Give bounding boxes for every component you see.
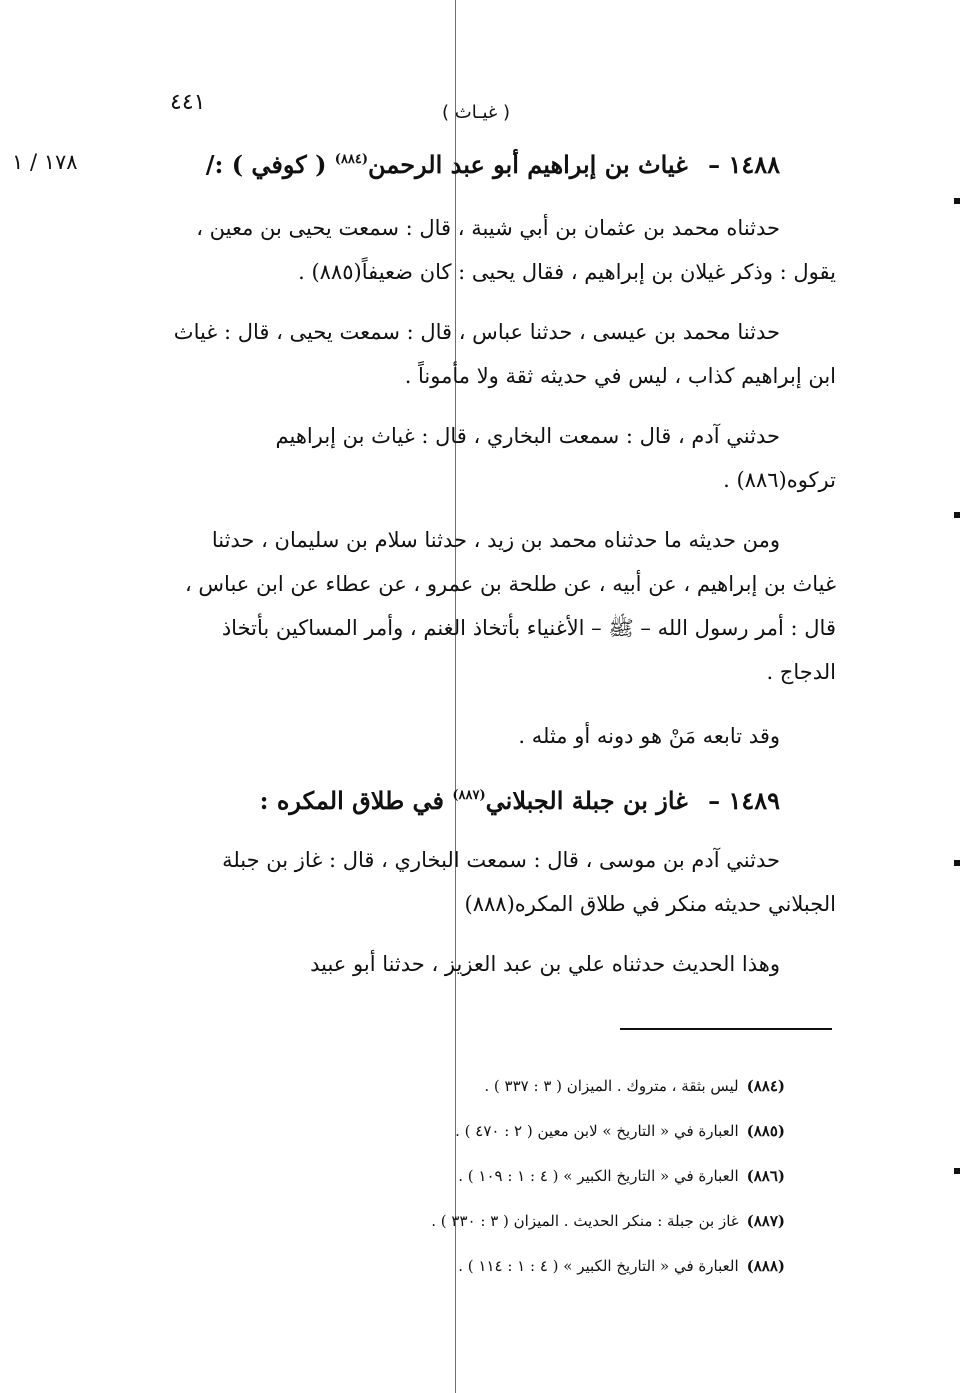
text-line: تركوه(٨٨٦) . (723, 468, 836, 492)
entry-number: ١٤٨٨ – (708, 150, 780, 179)
footnote-number: (٨٨٤) (746, 1077, 785, 1095)
entry-suffix: ( كوفي ) :/ (205, 150, 327, 179)
footnote-ref: (٨٨٧) (452, 788, 486, 803)
entry-name: غياث بن إبراهيم أبو عبد الرحمن (368, 150, 688, 179)
footnote (330, 1109, 785, 1154)
footnote-separator (620, 1028, 832, 1030)
entry-suffix: في طلاق المكره : (259, 786, 445, 815)
paragraph (138, 714, 836, 758)
text-line: ومن حديثه ما حدثناه محمد بن زيد ، حدثنا سلام بن سليمان ، حدثنا (211, 528, 780, 552)
text-line: حدثني آدم بن موسى ، قال : سمعت البخاري ، قال : غاز بن جبلة (222, 848, 780, 872)
footnote-number: (٨٨٥) (746, 1122, 785, 1140)
text-line: حدثناه محمد بن عثمان بن أبي شيبة ، قال : سمعت يحيى بن معين ، (196, 216, 780, 240)
footnote-number: (٨٨٨) (746, 1257, 785, 1275)
footnote (330, 1064, 785, 1109)
text-line: وقد تابعه مَنْ هو دونه أو مثله . (518, 724, 780, 748)
entry-heading-1488 (205, 150, 780, 179)
paragraph (138, 942, 836, 986)
footnote-text: العبارة في « التاريخ الكبير » ( ٤ : ١ : ١٠٩ ) . (458, 1167, 739, 1185)
edge-mark (954, 198, 960, 204)
text-line: ابن إبراهيم كذاب ، ليس في حديثه ثقة ولا مأموناً . (404, 364, 836, 388)
footnote-text: العبارة في « التاريخ » لابن معين ( ٢ : ٤٧٠ ) . (455, 1122, 739, 1140)
paragraph (138, 838, 836, 926)
margin-reference: ١٧٨ / ١ (12, 150, 78, 174)
footnote-ref: (٨٨٤) (334, 152, 369, 167)
text-line: حدثني آدم ، قال : سمعت البخاري ، قال : غياث بن إبراهيم (275, 424, 780, 448)
running-header: ( غيـاث ) (442, 102, 511, 123)
footnote-text: ليس بثقة ، متروك . الميزان ( ٣ : ٣٣٧ ) . (484, 1077, 739, 1095)
footnote-text: غاز بن جبلة : منكر الحديث . الميزان ( ٣ : ٣٣٠ ) . (431, 1212, 739, 1230)
entry-heading-1489 (230, 786, 780, 815)
paragraph (138, 206, 836, 294)
page-number: ٤٤١ (170, 90, 206, 115)
paragraph (138, 518, 836, 694)
text-line: قال : أمر رسول الله – ﷺ – الأغنياء بأتخاذ الغنم ، وأمر المساكين بأتخاذ (221, 616, 836, 640)
edge-mark (954, 512, 960, 518)
text-line: غياث بن إبراهيم ، عن أبيه ، عن طلحة بن عمرو ، عن عطاء عن ابن عباس ، (184, 572, 836, 596)
edge-mark (954, 860, 960, 866)
footnote-number: (٨٨٦) (746, 1167, 785, 1185)
edge-mark (954, 1168, 960, 1174)
text-line: وهذا الحديث حدثناه علي بن عبد العزيز ، حدثنا أبو عبيد (310, 952, 780, 976)
footnote-number: (٨٨٧) (746, 1212, 785, 1230)
paragraph (138, 414, 836, 502)
entry-number: ١٤٨٩ – (708, 786, 780, 815)
footnote (330, 1154, 785, 1199)
text-line: الدجاج . (766, 660, 836, 684)
footnote (330, 1244, 785, 1289)
entry-name: غاز بن جبلة الجبلاني (485, 786, 688, 815)
text-line: حدثنا محمد بن عيسى ، حدثنا عباس ، قال : سمعت يحيى ، قال : غياث (173, 320, 780, 344)
paragraph (138, 310, 836, 398)
footnote-text: العبارة في « التاريخ الكبير » ( ٤ : ١ : ١١٤ ) . (458, 1257, 739, 1275)
footnote (330, 1199, 785, 1244)
text-line: يقول : وذكر غيلان بن إبراهيم ، فقال يحيى : كان ضعيفاً(٨٨٥) . (298, 260, 836, 284)
text-line: الجبلاني حديثه منكر في طلاق المكره(٨٨٨) (464, 892, 836, 916)
footnotes (330, 1064, 785, 1289)
